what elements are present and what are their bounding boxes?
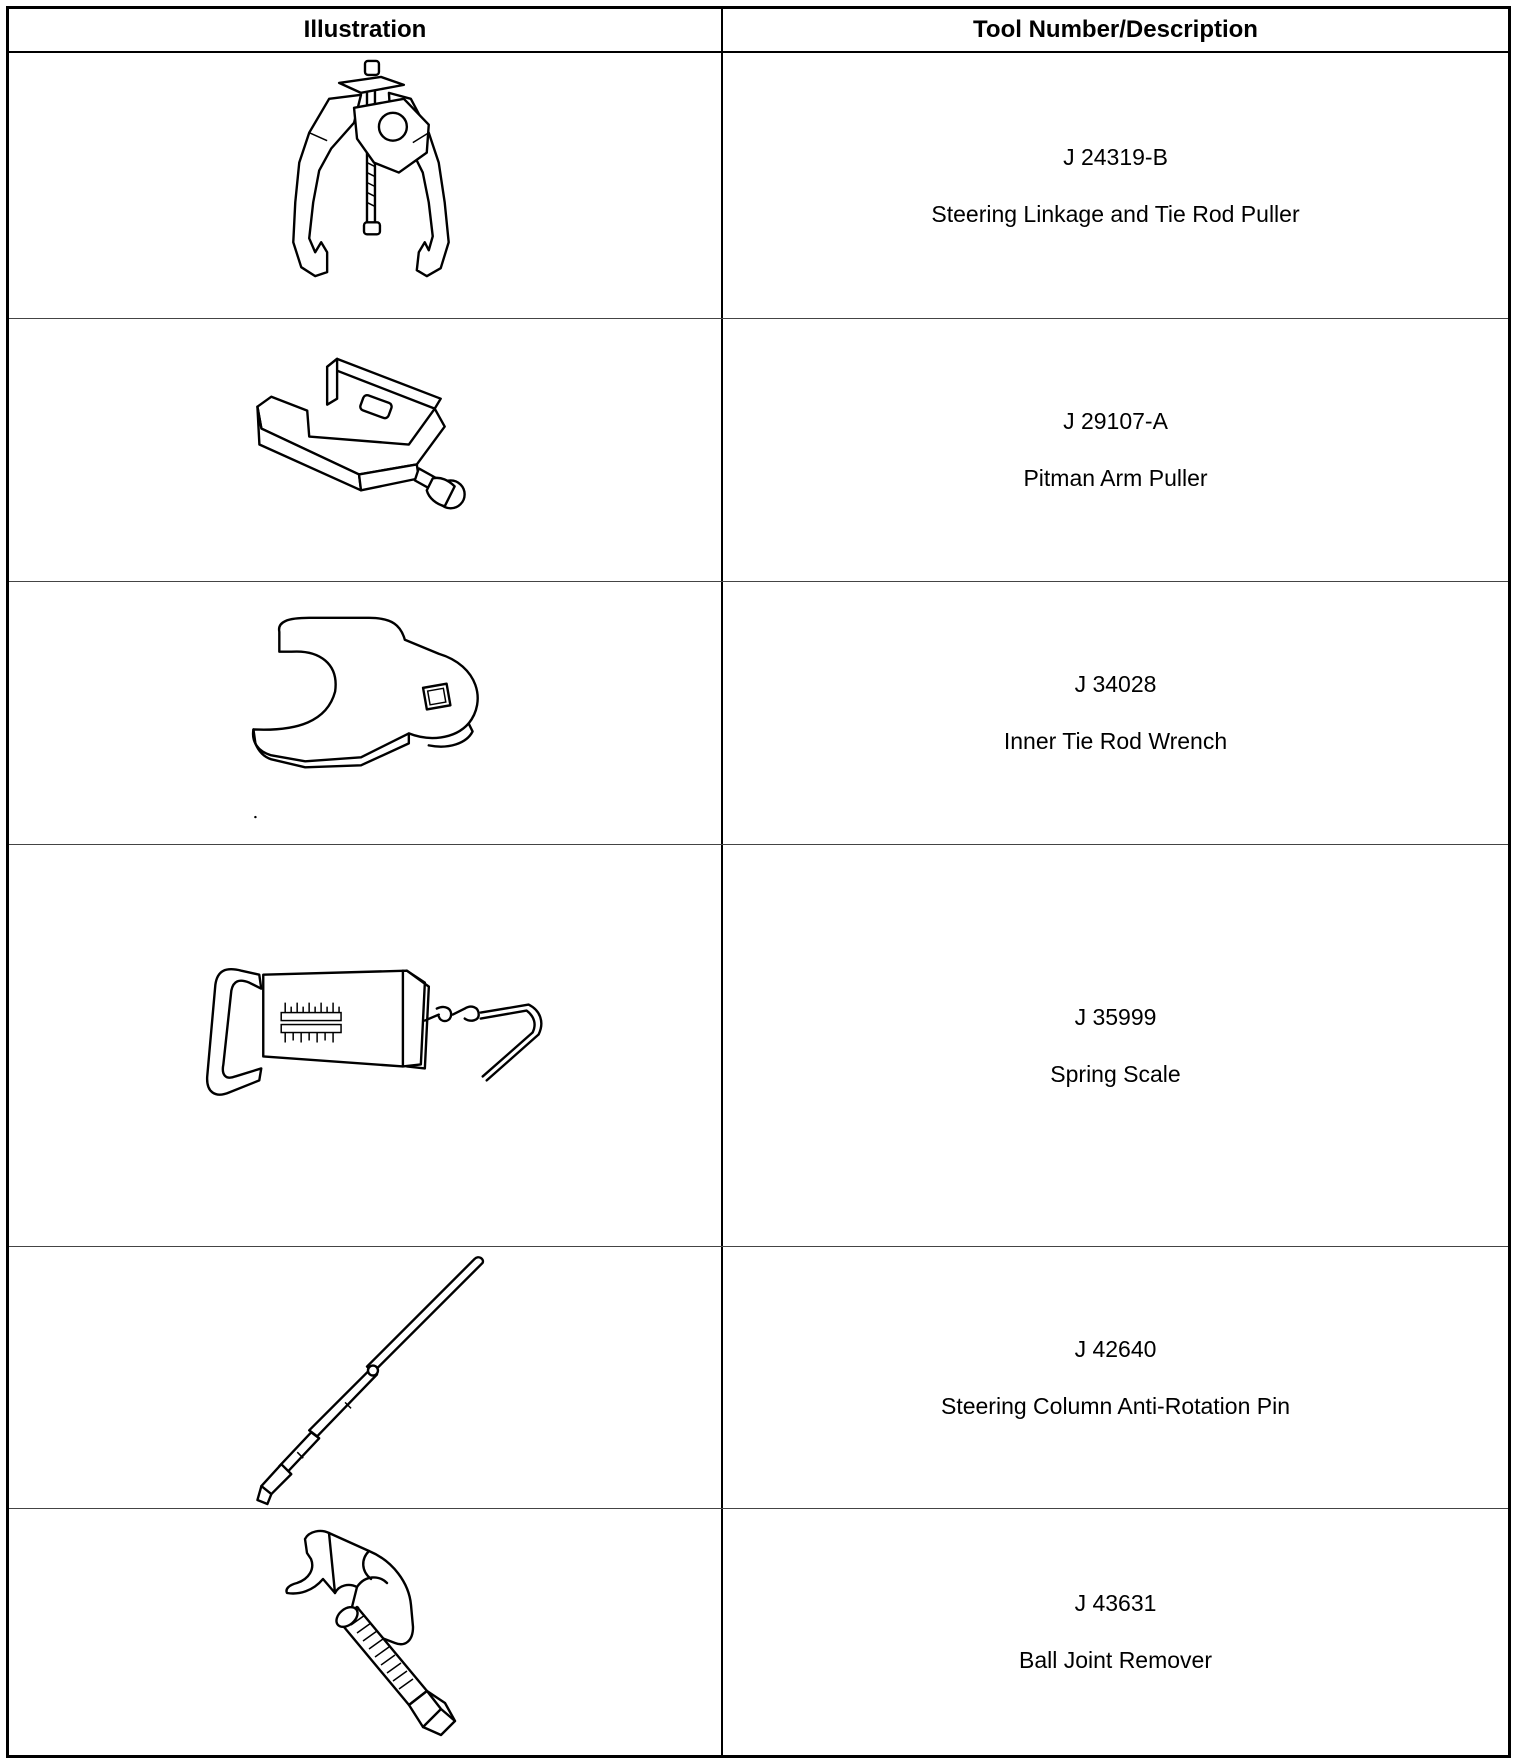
tool-description-cell [723, 53, 1508, 318]
tool-number: J 35999 [1074, 1003, 1157, 1030]
spring-scale-illustration [9, 845, 721, 1246]
inner-tie-rod-wrench-illustration [9, 582, 721, 844]
tie-rod-puller-illustration [9, 53, 721, 318]
tool-description: Spring Scale [1050, 1060, 1181, 1087]
table-row [9, 582, 1508, 845]
tool-description: Inner Tie Rod Wrench [1003, 728, 1228, 754]
pitman-arm-puller-illustration [9, 319, 721, 581]
tool-description: Ball Joint Remover [1018, 1647, 1213, 1673]
ball-joint-remover-illustration [9, 1509, 721, 1755]
tool-number: J 43631 [1074, 1590, 1157, 1616]
header-illustration: Illustration [303, 16, 427, 43]
table-row [9, 1509, 1508, 1755]
tool-description-cell [723, 845, 1508, 1246]
tool-description-cell [723, 1509, 1508, 1755]
tool-description-cell [723, 582, 1508, 844]
anti-rotation-pin-illustration [9, 1247, 721, 1508]
tool-number: J 34028 [1074, 671, 1157, 697]
tool-description: Steering Column Anti-Rotation Pin [940, 1392, 1291, 1419]
tool-description-cell [723, 1247, 1508, 1508]
table-row [9, 53, 1508, 319]
tool-description-cell [723, 319, 1508, 581]
tool-number: J 42640 [1074, 1335, 1157, 1362]
table-row [9, 319, 1508, 582]
tool-number: J 24319-B [1063, 143, 1168, 170]
tool-table [6, 6, 1511, 1758]
tool-number: J 29107-A [1063, 408, 1168, 434]
table-row [9, 1247, 1508, 1509]
header-tool-number-description: Tool Number/Description [973, 16, 1258, 43]
tool-description: Pitman Arm Puller [1023, 465, 1208, 491]
tool-description: Steering Linkage and Tie Rod Puller [931, 200, 1300, 227]
table-row [9, 845, 1508, 1247]
table-header [9, 9, 1508, 53]
